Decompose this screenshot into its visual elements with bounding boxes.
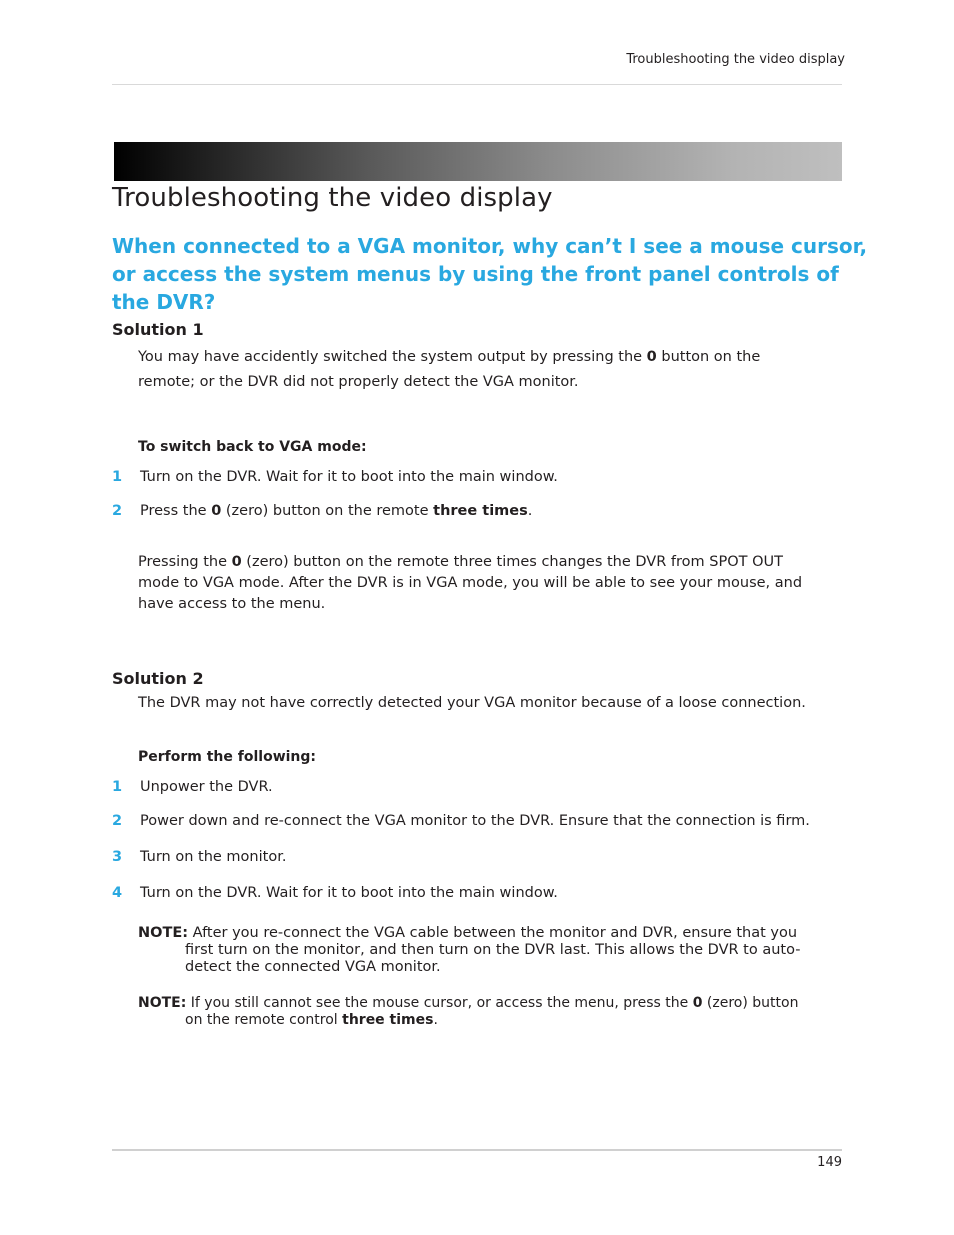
note-bold-zero: 0 bbox=[692, 995, 703, 1011]
note-rest-b: . bbox=[433, 1012, 438, 1028]
step-text: Turn on the DVR. Wait for it to boot into the main window. bbox=[140, 469, 558, 485]
note-rest-a: on the remote control bbox=[185, 1012, 343, 1028]
followup-text-a: Pressing the bbox=[138, 554, 232, 570]
solution-1-text-a: You may have accidently switched the system output by pressing the bbox=[138, 349, 647, 365]
section-banner bbox=[114, 142, 842, 181]
note-text-line1a: If you still cannot see the mouse cursor, or access the menu, press the bbox=[186, 995, 693, 1011]
step-number: 3 bbox=[112, 849, 123, 865]
note-text-rest: first turn on the monitor, and then turn on the DVR last. This allows the DVR to auto-detect the connected VGA monitor. bbox=[185, 942, 801, 975]
step-number: 1 bbox=[112, 469, 123, 485]
solution-2-heading: Solution 2 bbox=[112, 669, 204, 688]
step-text bbox=[140, 503, 532, 519]
followup-text-b: (zero) button on the remote three times changes the DVR from SPOT OUT mode to VGA mode. After the DVR is in VGA mode, you will be able to see your mouse, and have access to the menu. bbox=[138, 554, 803, 612]
perform-following-subheading: Perform the following: bbox=[138, 749, 317, 765]
note-label: NOTE: bbox=[138, 995, 187, 1011]
question-heading: When connected to a VGA monitor, why can’t I see a mouse cursor, or access the system menus by using the front panel controls of the DVR? bbox=[112, 234, 868, 314]
running-header: Troubleshooting the video display bbox=[626, 52, 845, 67]
step-bold-times: three times bbox=[433, 503, 528, 519]
step-text: Unpower the DVR. bbox=[140, 779, 273, 795]
solution-1-paragraph bbox=[138, 345, 838, 395]
step-text: Turn on the monitor. bbox=[140, 849, 287, 865]
step-text: Turn on the DVR. Wait for it to boot into the main window. bbox=[140, 885, 558, 901]
note-label: NOTE: bbox=[138, 925, 189, 941]
step-text-a: Press the bbox=[140, 503, 212, 519]
note-2 bbox=[138, 995, 828, 1029]
note-text-rest bbox=[138, 1012, 828, 1029]
step-number: 2 bbox=[112, 813, 123, 829]
solution-1-bold: 0 bbox=[646, 349, 657, 365]
vga-mode-subheading: To switch back to VGA mode: bbox=[138, 439, 367, 455]
step-number: 2 bbox=[112, 503, 123, 519]
note-1 bbox=[138, 925, 828, 976]
footer-divider bbox=[112, 1149, 842, 1151]
page-title: Troubleshooting the video display bbox=[112, 183, 553, 213]
solution-1-text-b: button on the bbox=[656, 349, 761, 365]
step-bold-zero: 0 bbox=[211, 503, 222, 519]
solution-1-followup bbox=[138, 552, 828, 615]
solution-1-heading: Solution 1 bbox=[112, 320, 204, 339]
step-text-c: (zero) button on the remote bbox=[221, 503, 434, 519]
step-text-d: . bbox=[527, 503, 533, 519]
page-number: 149 bbox=[817, 1155, 842, 1170]
solution-1-text-line2: remote; or the DVR did not properly detect the VGA monitor. bbox=[138, 374, 579, 390]
note-text-line1: After you re-connect the VGA cable between the monitor and DVR, ensure that you bbox=[188, 925, 798, 941]
followup-bold: 0 bbox=[231, 554, 242, 570]
header-divider bbox=[112, 84, 842, 85]
solution-2-paragraph: The DVR may not have correctly detected your VGA monitor because of a loose connection. bbox=[138, 695, 806, 711]
step-number: 1 bbox=[112, 779, 123, 795]
step-text: Power down and re-connect the VGA monitor to the DVR. Ensure that the connection is firm. bbox=[140, 813, 810, 829]
note-text-line1b: (zero) button bbox=[702, 995, 799, 1011]
step-number: 4 bbox=[112, 885, 123, 901]
note-bold-times: three times bbox=[342, 1012, 434, 1028]
